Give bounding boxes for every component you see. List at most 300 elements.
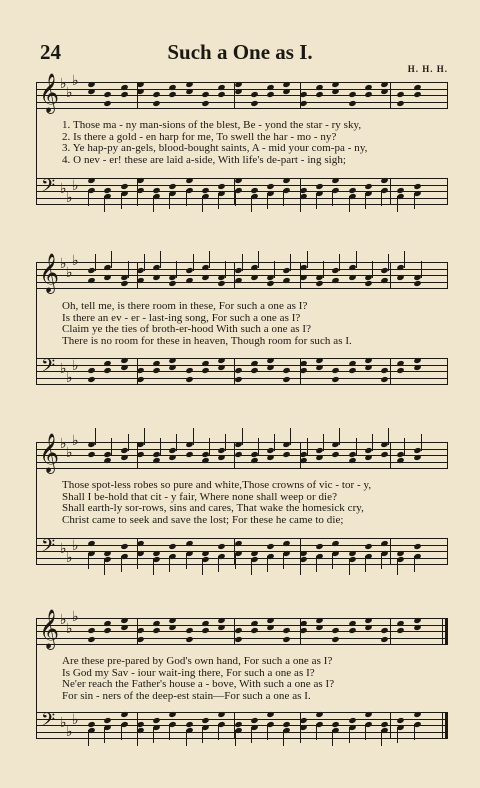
system-bracket: [36, 262, 37, 384]
notehead: [120, 543, 128, 550]
note-stem: [274, 434, 275, 451]
note-stem: [356, 251, 357, 268]
notehead: [152, 457, 160, 464]
flat-sign-icon: ♭: [72, 609, 79, 625]
notehead: [152, 274, 160, 281]
notehead: [250, 457, 258, 464]
lyric-line: 1. Those ma - ny man-sions of the blest, Be - yond the star - ry sky,: [62, 119, 362, 131]
flat-sign-icon: ♭: [60, 76, 67, 92]
note-stem: [267, 724, 268, 740]
notehead: [380, 451, 388, 458]
notehead: [87, 540, 95, 547]
notehead: [413, 454, 421, 461]
notehead: [87, 277, 95, 284]
note-stem: [121, 556, 122, 572]
notehead: [266, 454, 274, 461]
bass-staff: [36, 712, 448, 738]
treble-staff: [36, 609, 448, 649]
notehead: [332, 636, 340, 643]
staff-line: [36, 738, 448, 739]
notehead: [397, 91, 405, 98]
flat-sign-icon: ♭: [72, 433, 79, 449]
notehead: [136, 277, 144, 284]
staff-line: [36, 275, 448, 276]
staff-line: [36, 558, 448, 559]
staff-line: [36, 95, 448, 96]
staff-line: [36, 564, 448, 565]
flat-sign-icon: ♭: [60, 612, 67, 628]
flat-sign-icon: ♭: [60, 256, 67, 272]
staff-line: [36, 365, 448, 366]
notehead: [348, 274, 356, 281]
bass-clef-icon: 𝄢: [41, 710, 56, 735]
note-stem: [397, 727, 398, 743]
notehead: [120, 183, 128, 190]
note-stem: [111, 438, 112, 455]
notehead: [120, 84, 128, 91]
notehead: [299, 274, 307, 281]
notehead: [283, 627, 291, 634]
notehead: [120, 454, 128, 461]
notehead: [87, 81, 95, 88]
author-initials: H. H. H.: [407, 64, 448, 74]
barline: [447, 442, 448, 468]
notehead: [332, 376, 340, 383]
notehead: [120, 357, 128, 364]
flat-sign-icon: ♭: [60, 181, 67, 197]
barline: [390, 442, 391, 468]
note-stem: [300, 559, 301, 575]
notehead: [266, 91, 274, 98]
notehead: [234, 540, 242, 547]
notehead: [169, 183, 177, 190]
flat-sign-icon: ♭: [72, 538, 79, 554]
note-stem: [404, 438, 405, 455]
notehead: [266, 543, 274, 550]
notehead: [218, 84, 226, 91]
barline: [447, 538, 448, 564]
system-bracket: [36, 442, 37, 564]
notehead: [136, 451, 144, 458]
barline: [447, 82, 448, 108]
note-stem: [381, 190, 382, 206]
lyric-line: 3. Ye hap-py an-gels, blood-bought saints, A - mid your com-pa - ny,: [62, 142, 368, 154]
flat-sign-icon: ♭: [66, 445, 73, 461]
treble-clef-icon: 𝄞: [39, 73, 60, 113]
notehead: [120, 711, 128, 718]
notehead: [348, 457, 356, 464]
note-stem: [218, 724, 219, 740]
notehead: [185, 721, 193, 728]
note-stem: [225, 261, 226, 278]
notehead: [87, 627, 95, 634]
notehead: [185, 627, 193, 634]
flat-sign-icon: ♭: [72, 712, 79, 728]
notehead: [104, 367, 112, 374]
note-stem: [307, 438, 308, 455]
flat-sign-icon: ♭: [72, 253, 79, 269]
note-stem: [339, 428, 340, 445]
notehead: [169, 84, 177, 91]
note-stem: [404, 251, 405, 268]
flat-sign-icon: ♭: [60, 715, 67, 731]
note-stem: [388, 254, 389, 271]
notehead: [201, 367, 209, 374]
notehead: [348, 717, 356, 724]
barline: [390, 178, 391, 204]
note-stem: [153, 196, 154, 212]
note-stem: [225, 434, 226, 451]
lyric-line: Ne'er reach the Father's house a - bove, With such a one as I?: [62, 678, 335, 690]
notehead: [234, 81, 242, 88]
barline: [447, 178, 448, 204]
notehead: [283, 367, 291, 374]
notehead: [250, 187, 258, 194]
note-stem: [235, 553, 236, 569]
notehead: [87, 376, 95, 383]
treble-staff: [36, 253, 448, 293]
note-stem: [251, 727, 252, 743]
notehead: [397, 627, 405, 634]
notehead: [364, 617, 372, 624]
notehead: [104, 360, 112, 367]
notehead: [201, 274, 209, 281]
notehead: [348, 360, 356, 367]
flat-sign-icon: ♭: [72, 358, 79, 374]
note-stem: [300, 196, 301, 212]
treble-staff: [36, 73, 448, 113]
note-stem: [121, 193, 122, 209]
notehead: [348, 627, 356, 634]
lyric-line: Are these pre-pared by God's own hand, For such a one as I?: [62, 655, 333, 667]
note-stem: [193, 254, 194, 271]
notehead: [283, 277, 291, 284]
note-stem: [397, 559, 398, 575]
flat-sign-icon: ♭: [66, 724, 73, 740]
notehead: [87, 177, 95, 184]
notehead: [201, 457, 209, 464]
notehead: [185, 277, 193, 284]
lyric-line: 2. Is there a gold - en harp for me, To swell the har - mo - ny?: [62, 130, 337, 143]
notehead: [348, 91, 356, 98]
notehead: [348, 187, 356, 194]
notehead: [250, 274, 258, 281]
bass-staff: [36, 178, 448, 204]
notehead: [413, 357, 421, 364]
note-stem: [95, 428, 96, 445]
notehead: [413, 617, 421, 624]
note-stem: [121, 724, 122, 740]
note-stem: [316, 556, 317, 572]
notehead: [185, 367, 193, 374]
notehead: [250, 367, 258, 374]
staff-line: [36, 198, 448, 199]
note-stem: [128, 261, 129, 278]
note-stem: [128, 434, 129, 451]
note-stem: [267, 556, 268, 572]
notehead: [364, 454, 372, 461]
verse-lyrics-block: [62, 120, 446, 166]
note-stem: [160, 438, 161, 455]
notehead: [315, 543, 323, 550]
notehead: [185, 81, 193, 88]
notehead: [413, 91, 421, 98]
notehead: [315, 91, 323, 98]
flat-sign-icon: ♭: [66, 85, 73, 101]
barline: [234, 262, 235, 288]
treble-clef-icon: 𝄞: [39, 433, 60, 473]
notehead: [104, 100, 112, 107]
note-stem: [283, 553, 284, 569]
note-stem: [160, 251, 161, 268]
note-stem: [242, 254, 243, 271]
notehead: [364, 91, 372, 98]
system-bracket: [36, 82, 37, 204]
flat-sign-icon: ♭: [60, 541, 67, 557]
notehead: [87, 367, 95, 374]
notehead: [104, 457, 112, 464]
notehead: [234, 277, 242, 284]
notehead: [315, 454, 323, 461]
notehead: [397, 717, 405, 724]
notehead: [332, 81, 340, 88]
notehead: [201, 360, 209, 367]
note-stem: [414, 193, 415, 209]
final-barline: [445, 712, 448, 738]
notehead: [380, 636, 388, 643]
note-stem: [235, 190, 236, 206]
note-stem: [300, 727, 301, 743]
note-stem: [111, 251, 112, 268]
notehead: [250, 360, 258, 367]
flat-sign-icon: ♭: [66, 370, 73, 386]
staff-line: [36, 102, 448, 103]
notehead: [364, 84, 372, 91]
note-stem: [414, 556, 415, 572]
notehead: [315, 711, 323, 718]
note-stem: [202, 196, 203, 212]
notehead: [218, 357, 226, 364]
note-stem: [153, 559, 154, 575]
bass-clef-icon: 𝄢: [41, 536, 56, 561]
notehead: [169, 543, 177, 550]
notehead: [364, 543, 372, 550]
notehead: [152, 367, 160, 374]
barline: [390, 712, 391, 738]
hymn-title: Such a One as I.: [167, 40, 313, 64]
flat-sign-icon: ♭: [66, 265, 73, 281]
note-stem: [104, 727, 105, 743]
staff-line: [36, 625, 448, 626]
note-stem: [307, 251, 308, 268]
notehead: [234, 177, 242, 184]
lyric-line: Christ came to seek and save the lost; For these he came to die;: [62, 513, 344, 526]
note-stem: [104, 559, 105, 575]
notehead: [413, 711, 421, 718]
note-stem: [88, 730, 89, 746]
lyric-line: Is God my Sav - iour wait-ing there, For such a one as I?: [62, 666, 315, 679]
note-stem: [349, 196, 350, 212]
notehead: [185, 376, 193, 383]
notehead: [234, 636, 242, 643]
notehead: [250, 627, 258, 634]
refrain-lyrics-block: [62, 656, 446, 702]
system-bracket: [36, 618, 37, 738]
note-stem: [332, 730, 333, 746]
notehead: [315, 617, 323, 624]
flat-sign-icon: ♭: [66, 621, 73, 637]
notehead: [250, 717, 258, 724]
notehead: [266, 280, 274, 287]
notehead: [152, 91, 160, 98]
barline: [390, 618, 391, 644]
note-stem: [349, 727, 350, 743]
note-stem: [137, 190, 138, 206]
notehead: [234, 721, 242, 728]
notehead: [380, 277, 388, 284]
barline: [390, 82, 391, 108]
notehead: [332, 367, 340, 374]
notehead: [397, 360, 405, 367]
notehead: [380, 177, 388, 184]
staff-line: [36, 618, 448, 619]
note-stem: [88, 190, 89, 206]
notehead: [87, 451, 95, 458]
notehead: [218, 183, 226, 190]
notehead: [120, 280, 128, 287]
verse-lyrics-block: [62, 480, 446, 526]
flat-sign-icon: ♭: [66, 550, 73, 566]
notehead: [152, 100, 160, 107]
lyric-line: Shall I be-hold that cit - y fair, Where none shall weep or die?: [62, 490, 338, 503]
barline: [447, 262, 448, 288]
notehead: [120, 617, 128, 624]
staff-line: [36, 384, 448, 385]
final-barline: [445, 618, 448, 644]
notehead: [332, 277, 340, 284]
note-stem: [258, 251, 259, 268]
staff-line: [36, 449, 448, 450]
lyric-line: Is there an ev - er - last-ing song, For such a one as I?: [62, 311, 301, 324]
note-stem: [104, 196, 105, 212]
notehead: [218, 280, 226, 287]
notehead: [87, 636, 95, 643]
note-stem: [365, 193, 366, 209]
notehead: [185, 540, 193, 547]
bass-staff: [36, 538, 448, 564]
note-stem: [258, 438, 259, 455]
notehead: [169, 91, 177, 98]
note-stem: [267, 193, 268, 209]
staff-line: [36, 288, 448, 289]
note-stem: [251, 559, 252, 575]
note-stem: [421, 434, 422, 451]
note-stem: [388, 428, 389, 445]
note-stem: [332, 553, 333, 569]
notehead: [136, 81, 144, 88]
notehead: [152, 360, 160, 367]
lyric-line: Claim ye the ties of broth-er-hood With such a one as I?: [62, 323, 312, 335]
note-stem: [169, 724, 170, 740]
notehead: [136, 177, 144, 184]
notehead: [234, 627, 242, 634]
notehead: [218, 617, 226, 624]
notehead: [185, 177, 193, 184]
notehead: [364, 280, 372, 287]
note-stem: [349, 559, 350, 575]
note-stem: [186, 190, 187, 206]
note-stem: [186, 730, 187, 746]
notehead: [380, 81, 388, 88]
note-stem: [381, 730, 382, 746]
note-stem: [323, 261, 324, 278]
notehead: [266, 711, 274, 718]
staff-line: [36, 358, 448, 359]
note-stem: [365, 556, 366, 572]
notehead: [315, 357, 323, 364]
notehead: [234, 451, 242, 458]
notehead: [315, 183, 323, 190]
notehead: [201, 91, 209, 98]
note-stem: [251, 196, 252, 212]
notehead: [152, 620, 160, 627]
note-stem: [316, 193, 317, 209]
notehead: [201, 717, 209, 724]
note-stem: [356, 438, 357, 455]
notehead: [380, 367, 388, 374]
refrain-lyrics-block: [62, 301, 446, 347]
note-stem: [274, 261, 275, 278]
notehead: [201, 627, 209, 634]
notehead: [201, 100, 209, 107]
notehead: [413, 84, 421, 91]
note-stem: [176, 261, 177, 278]
notehead: [380, 627, 388, 634]
note-stem: [209, 438, 210, 455]
notehead: [348, 367, 356, 374]
lyric-line: For sin - ners of the deep-est stain—For such a one as I.: [62, 689, 311, 702]
note-stem: [144, 428, 145, 445]
note-stem: [137, 730, 138, 746]
note-stem: [242, 428, 243, 445]
note-stem: [218, 556, 219, 572]
note-stem: [88, 553, 89, 569]
note-stem: [365, 724, 366, 740]
notehead: [266, 357, 274, 364]
note-stem: [283, 190, 284, 206]
flat-sign-icon: ♭: [72, 73, 79, 89]
barline: [390, 262, 391, 288]
note-stem: [332, 190, 333, 206]
note-stem: [95, 254, 96, 271]
notehead: [332, 540, 340, 547]
notehead: [315, 280, 323, 287]
note-stem: [202, 727, 203, 743]
note-stem: [323, 434, 324, 451]
note-stem: [290, 254, 291, 271]
note-stem: [339, 254, 340, 271]
notehead: [104, 620, 112, 627]
notehead: [218, 543, 226, 550]
note-stem: [218, 193, 219, 209]
flat-sign-icon: ♭: [72, 178, 79, 194]
notehead: [104, 627, 112, 634]
note-stem: [169, 556, 170, 572]
notehead: [120, 91, 128, 98]
note-stem: [372, 434, 373, 451]
note-stem: [169, 193, 170, 209]
flat-sign-icon: ♭: [60, 436, 67, 452]
